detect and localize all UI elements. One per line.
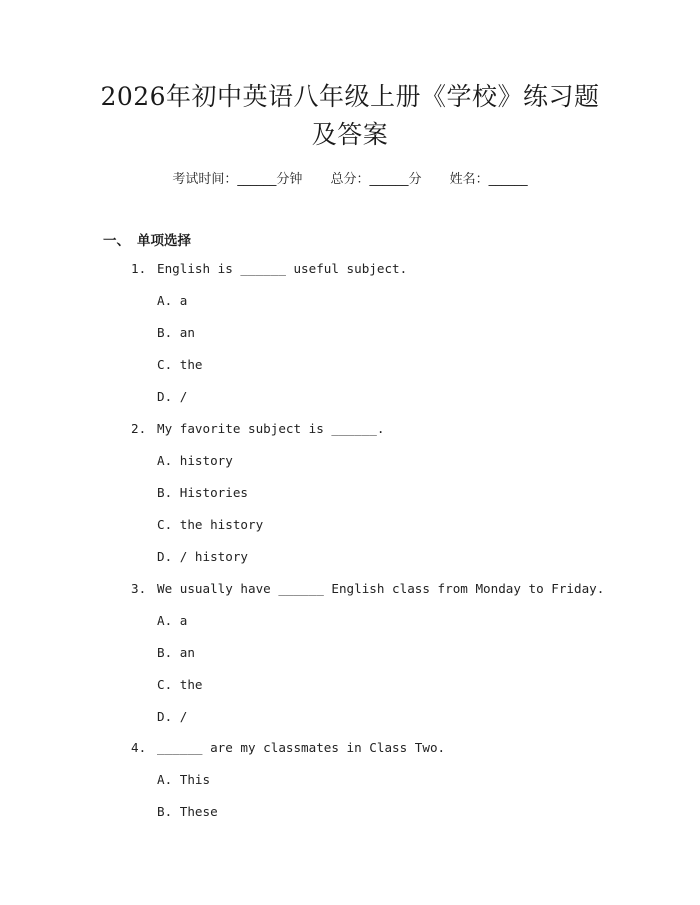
- option-1b: B. an: [157, 325, 195, 340]
- exam-total-score: 总分：______分: [330, 172, 422, 187]
- option-3a: A. a: [157, 613, 188, 628]
- option-1a: A. a: [157, 293, 188, 308]
- question-number: 1.: [131, 261, 147, 276]
- document-title: [60, 78, 640, 154]
- exam-info: [0, 168, 700, 187]
- option-3d: D. /: [157, 709, 188, 724]
- question-4: [131, 740, 445, 755]
- question-1: [131, 261, 407, 276]
- exam-time: 考试时间：______分钟: [172, 172, 303, 187]
- section-title: 单项选择: [137, 233, 191, 249]
- option-3c: C. the: [157, 677, 203, 692]
- question-number: 4.: [131, 740, 147, 755]
- option-1d: D. /: [157, 389, 188, 404]
- option-2c: C. the history: [157, 517, 264, 532]
- option-3b: B. an: [157, 645, 195, 660]
- option-2b: B. Histories: [157, 485, 248, 500]
- title-line-1: 2026年初中英语八年级上册《学校》练习题: [100, 82, 600, 111]
- question-text: We usually have ______ English class from Monday to Friday.: [157, 581, 605, 596]
- section-number: 一、: [103, 233, 130, 249]
- option-2d: D. / history: [157, 549, 248, 564]
- question-text: ______ are my classmates in Class Two.: [157, 740, 446, 755]
- exam-name: 姓名：______: [449, 172, 528, 187]
- question-text: English is ______ useful subject.: [157, 261, 408, 276]
- option-1c: C. the: [157, 357, 203, 372]
- option-4b: B. These: [157, 804, 218, 819]
- question-2: [131, 421, 384, 436]
- option-2a: A. history: [157, 453, 233, 468]
- question-text: My favorite subject is ______.: [157, 421, 385, 436]
- option-4a: A. This: [157, 772, 211, 787]
- title-line-2: 及答案: [311, 120, 389, 149]
- question-number: 3.: [131, 581, 147, 596]
- question-3: [131, 581, 604, 596]
- section-heading: [103, 229, 191, 249]
- question-number: 2.: [131, 421, 147, 436]
